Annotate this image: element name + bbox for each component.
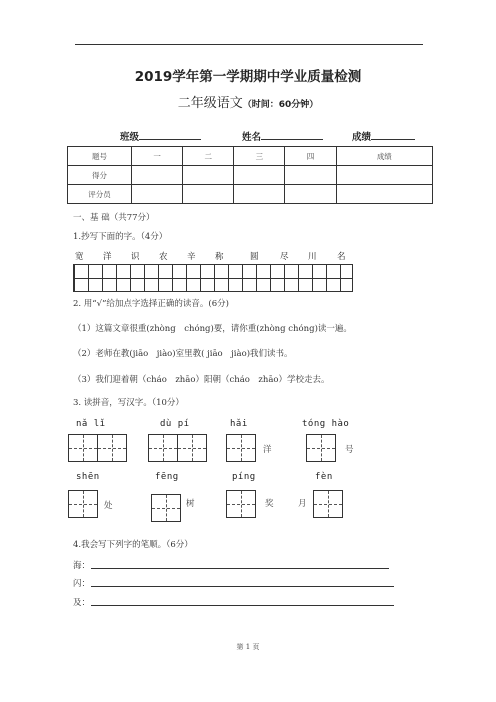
pinyin-label: hǎi bbox=[230, 419, 248, 429]
tianzige-box[interactable] bbox=[68, 434, 98, 462]
score-cell[interactable] bbox=[234, 185, 285, 204]
tianzige-box[interactable] bbox=[97, 434, 127, 462]
score-cell[interactable] bbox=[336, 166, 432, 185]
copy-char: 辛 bbox=[187, 252, 196, 262]
pinyin-label: tóng hào bbox=[302, 419, 350, 429]
copy-char: 名 bbox=[337, 252, 346, 262]
class-label: 班级 bbox=[120, 132, 140, 143]
q4-text: 4.我会写下列字的笔顺。（6分） bbox=[73, 540, 193, 550]
page-subtitle bbox=[0, 92, 496, 111]
score-cell[interactable] bbox=[183, 166, 234, 185]
q2-item[interactable]: （3）我们迎着朝（cháo zhāo）阳朝（cháo zhāo）学校走去。 bbox=[73, 375, 330, 385]
score-field[interactable] bbox=[352, 129, 415, 143]
score-cell[interactable] bbox=[132, 166, 183, 185]
q2-text: 2. 用“√”给加点字选择正确的读音。(6分) bbox=[73, 299, 229, 309]
stroke-order-label: 海： bbox=[73, 561, 91, 571]
given-char: 处 bbox=[104, 501, 113, 511]
given-char: 奖 bbox=[265, 499, 274, 509]
pinyin-label: píng bbox=[232, 472, 256, 482]
q1-text: 1.抄写下面的字。（4分） bbox=[73, 232, 168, 242]
copy-char: 宽 bbox=[75, 252, 84, 262]
score-cell[interactable] bbox=[285, 185, 336, 204]
time-label: （时间：60分钟） bbox=[242, 100, 319, 110]
pinyin-label: fèn bbox=[315, 472, 333, 482]
tianzige-box[interactable] bbox=[226, 434, 256, 462]
score-cell[interactable] bbox=[132, 185, 183, 204]
tianzige-box[interactable] bbox=[226, 490, 256, 518]
page-title: 2019学年第一学期期中学业质量检测 bbox=[134, 69, 362, 85]
tianzige-box[interactable] bbox=[177, 434, 207, 462]
score-table-row bbox=[68, 166, 433, 185]
given-char: 树 bbox=[186, 499, 195, 509]
copy-char: 洋 bbox=[103, 252, 112, 262]
pinyin-label: shēn bbox=[76, 472, 100, 482]
score-table bbox=[67, 146, 433, 204]
tianzige-box[interactable] bbox=[313, 490, 343, 518]
class-blank[interactable] bbox=[139, 130, 201, 140]
top-rule bbox=[75, 44, 423, 45]
copy-char: 农 bbox=[159, 252, 168, 262]
pinyin-label: fēng bbox=[155, 472, 179, 482]
score-table-header-row bbox=[68, 147, 433, 166]
score-label: 成绩 bbox=[352, 132, 372, 143]
score-cell[interactable] bbox=[183, 185, 234, 204]
score-cell[interactable] bbox=[336, 185, 432, 204]
answer-line[interactable] bbox=[91, 605, 394, 606]
section-heading: 一、基 础（共77分） bbox=[73, 213, 155, 223]
header-cell: 三 bbox=[234, 147, 285, 166]
pinyin-label: nǎ lǐ bbox=[76, 419, 106, 429]
score-blank[interactable] bbox=[371, 130, 415, 140]
header-cell: 题号 bbox=[68, 147, 132, 166]
copy-char: 尽 bbox=[280, 252, 289, 262]
score-cell[interactable] bbox=[285, 166, 336, 185]
stroke-order-label: 及： bbox=[73, 598, 91, 608]
header-cell: 二 bbox=[183, 147, 234, 166]
given-char: 月 bbox=[298, 499, 307, 509]
subject-label: 二年级语文 bbox=[177, 96, 243, 111]
stroke-order-label: 闪： bbox=[73, 579, 91, 589]
copy-char: 川 bbox=[308, 252, 317, 262]
header-cell: 四 bbox=[285, 147, 336, 166]
copy-char: 识 bbox=[131, 252, 140, 262]
page-number: 第 1 页 bbox=[236, 643, 260, 651]
answer-line[interactable] bbox=[91, 568, 389, 569]
score-cell[interactable] bbox=[234, 166, 285, 185]
answer-line[interactable] bbox=[91, 586, 394, 587]
copy-writing-grid[interactable] bbox=[73, 264, 353, 292]
score-table-row bbox=[68, 185, 433, 204]
tianzige-box[interactable] bbox=[68, 490, 98, 518]
tianzige-box[interactable] bbox=[151, 494, 181, 522]
copy-char: 圆 bbox=[250, 252, 259, 262]
copy-char: 称 bbox=[215, 252, 224, 262]
row-label: 得分 bbox=[68, 166, 132, 185]
tianzige-box[interactable] bbox=[148, 434, 178, 462]
pinyin-label: dù pí bbox=[160, 419, 190, 429]
given-char: 洋 bbox=[263, 445, 272, 455]
given-char: 号 bbox=[345, 445, 354, 455]
name-blank[interactable] bbox=[261, 130, 323, 140]
class-field[interactable] bbox=[120, 129, 201, 143]
name-label: 姓名 bbox=[242, 132, 262, 143]
row-label: 评分员 bbox=[68, 185, 132, 204]
header-cell: 一 bbox=[132, 147, 183, 166]
q2-item[interactable]: （1）这篇文章很重(zhòng chóng)要，请你重(zhòng chóng)读一遍。 bbox=[73, 324, 352, 334]
header-cell: 成绩 bbox=[336, 147, 432, 166]
tianzige-box[interactable] bbox=[306, 434, 336, 462]
q3-text: 3. 读拼音，写汉字。（10分） bbox=[73, 398, 184, 408]
name-field[interactable] bbox=[242, 129, 323, 143]
q2-item[interactable]: （2）老师在教(jiāo jiào)室里教( jiāo jiào)我们读书。 bbox=[73, 349, 293, 359]
